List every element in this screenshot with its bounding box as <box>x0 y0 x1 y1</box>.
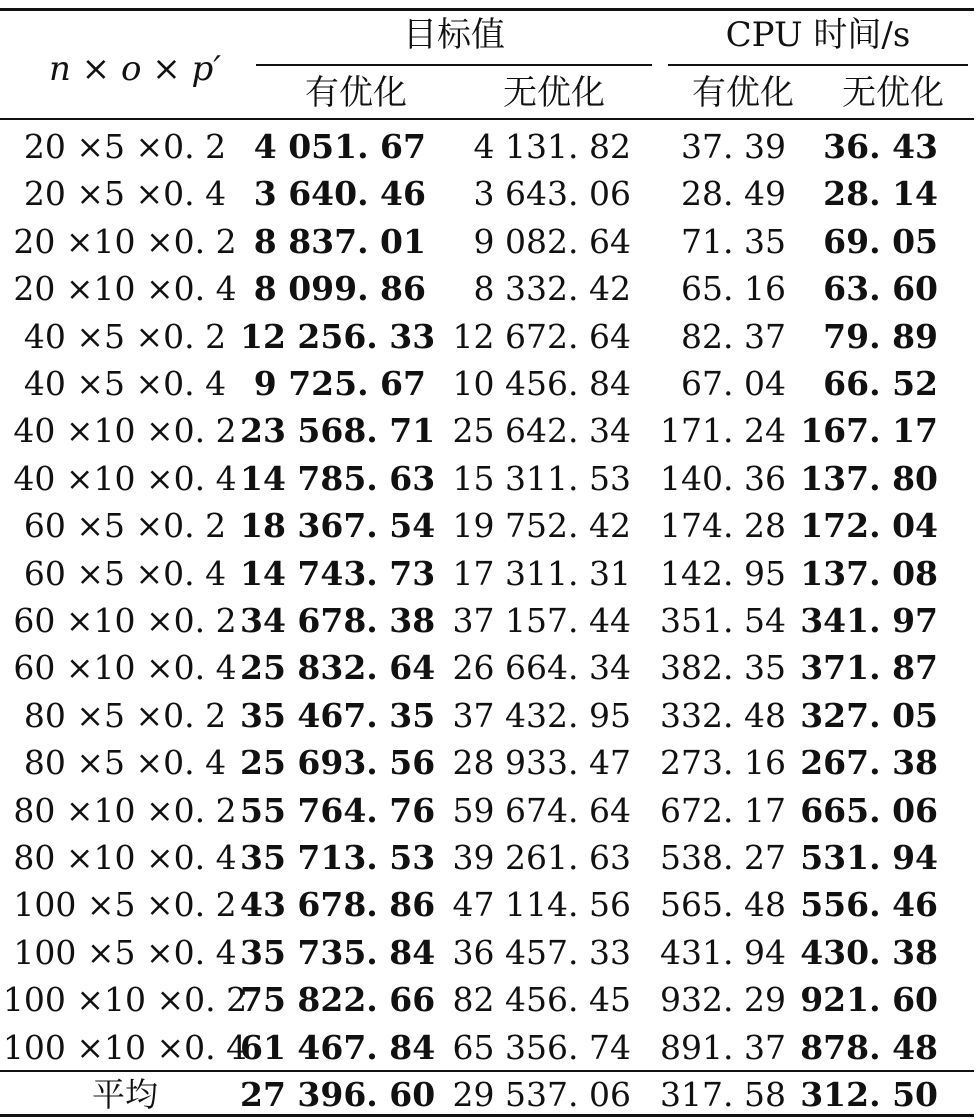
objective-opt-cell: 61 467. 84 <box>240 1027 436 1067</box>
cpu-opt-cell: 273. 16 <box>660 743 786 783</box>
cpu-noopt-cell: 137. 80 <box>800 458 938 498</box>
row-label: 100 ×5 ×0. 4 <box>13 932 237 972</box>
objective-noopt-cell: 4 131. 82 <box>473 127 631 166</box>
header-cpu-noopt: 无优化 <box>842 73 944 113</box>
cpu-opt-cell: 431. 94 <box>660 932 786 972</box>
cpu-noopt-cell: 327. 05 <box>800 695 938 735</box>
cpu-opt-cell: 891. 37 <box>660 1027 786 1067</box>
row-label: 80 ×10 ×0. 4 <box>13 838 237 877</box>
cpu-opt-cell: 171. 24 <box>660 411 786 451</box>
cpu-noopt-cell: 267. 38 <box>800 743 938 783</box>
cpu-opt-cell: 65. 16 <box>681 269 786 309</box>
objective-opt-cell: 8 837. 01 <box>253 221 426 261</box>
objective-opt-cell: 14 743. 73 <box>240 553 436 593</box>
objective-opt-cell: 25 832. 64 <box>240 648 436 688</box>
row-label: 60 ×10 ×0. 4 <box>13 648 237 688</box>
objective-opt-cell: 18 367. 54 <box>240 506 436 546</box>
objective-noopt-cell: 47 114. 56 <box>452 885 631 925</box>
row-label: 100 ×5 ×0. 2 <box>13 885 237 925</box>
row-label: 20 ×10 ×0. 4 <box>13 269 237 309</box>
header-objective-opt: 有优化 <box>305 73 407 113</box>
cpu-noopt-cell: 69. 05 <box>823 221 938 261</box>
objective-noopt-cell: 9 082. 64 <box>473 221 631 261</box>
cpu-opt-cell: 37. 39 <box>681 127 786 166</box>
cpu-noopt-cell: 665. 06 <box>800 790 938 830</box>
row-label: 100 ×10 ×0. 2 <box>2 980 248 1020</box>
cpu-noopt-cell: 66. 52 <box>823 364 938 403</box>
objective-opt-cell: 8 099. 86 <box>253 269 426 309</box>
row-label: 60 ×5 ×0. 2 <box>23 506 227 546</box>
cpu-opt-cell: 932. 29 <box>660 980 786 1020</box>
cpu-noopt-cell: 531. 94 <box>800 838 938 877</box>
objective-opt-cell: 12 256. 33 <box>240 316 436 356</box>
row-label: 80 ×5 ×0. 2 <box>23 695 227 735</box>
objective-opt-cell: 35 735. 84 <box>240 932 436 972</box>
top-rule <box>0 8 974 11</box>
objective-noopt-cell: 19 752. 42 <box>452 506 631 546</box>
header-row-label: n × o × p′ <box>48 49 222 89</box>
objective-opt-cell: 35 467. 35 <box>240 695 436 735</box>
cpu-opt-cell: 672. 17 <box>660 790 786 830</box>
average-cpu-opt: 317. 58 <box>660 1075 786 1114</box>
cpu-noopt-cell: 79. 89 <box>823 316 938 356</box>
objective-noopt-cell: 17 311. 31 <box>452 553 631 593</box>
bottom-rule <box>0 1114 974 1117</box>
objective-opt-cell: 43 678. 86 <box>240 885 436 925</box>
cpu-opt-cell: 142. 95 <box>660 553 786 593</box>
objective-noopt-cell: 15 311. 53 <box>452 458 631 498</box>
average-objective-noopt: 29 537. 06 <box>452 1075 631 1114</box>
objective-noopt-cell: 25 642. 34 <box>452 411 631 451</box>
objective-subrule <box>256 64 652 66</box>
cpu-opt-cell: 71. 35 <box>681 221 786 261</box>
cpu-opt-cell: 565. 48 <box>660 885 786 925</box>
cpu-opt-cell: 174. 28 <box>660 506 786 546</box>
row-label: 40 ×10 ×0. 4 <box>13 458 237 498</box>
row-label: 40 ×10 ×0. 2 <box>13 411 237 451</box>
cpu-noopt-cell: 556. 46 <box>800 885 938 925</box>
average-label: 平均 <box>92 1075 158 1114</box>
row-label: 80 ×10 ×0. 2 <box>13 790 237 830</box>
cpu-noopt-cell: 36. 43 <box>823 127 938 166</box>
row-label: 80 ×5 ×0. 4 <box>23 743 227 783</box>
row-label: 40 ×5 ×0. 2 <box>23 316 227 356</box>
objective-noopt-cell: 37 157. 44 <box>452 601 631 640</box>
cpu-opt-cell: 351. 54 <box>660 601 786 640</box>
objective-opt-cell: 4 051. 67 <box>253 127 426 166</box>
cpu-noopt-cell: 167. 17 <box>800 411 938 451</box>
objective-opt-cell: 75 822. 66 <box>240 980 436 1020</box>
objective-opt-cell: 35 713. 53 <box>240 838 436 877</box>
objective-noopt-cell: 26 664. 34 <box>452 648 631 688</box>
row-label: 40 ×5 ×0. 4 <box>23 364 227 403</box>
cpu-noopt-cell: 341. 97 <box>800 601 938 640</box>
objective-noopt-cell: 59 674. 64 <box>452 790 631 830</box>
objective-noopt-cell: 39 261. 63 <box>452 838 631 877</box>
row-label: 20 ×10 ×0. 2 <box>13 221 237 261</box>
objective-opt-cell: 23 568. 71 <box>240 411 436 451</box>
cpu-noopt-cell: 137. 08 <box>800 553 938 593</box>
objective-noopt-cell: 10 456. 84 <box>452 364 631 403</box>
row-label: 20 ×5 ×0. 4 <box>23 174 227 214</box>
header-cpu-opt: 有优化 <box>692 73 794 113</box>
objective-opt-cell: 55 764. 76 <box>240 790 436 830</box>
objective-opt-cell: 34 678. 38 <box>240 601 436 640</box>
objective-noopt-cell: 12 672. 64 <box>452 316 631 356</box>
cpu-opt-cell: 538. 27 <box>660 838 786 877</box>
cpu-opt-cell: 28. 49 <box>681 174 786 214</box>
objective-noopt-cell: 36 457. 33 <box>452 932 631 972</box>
cpu-opt-cell: 332. 48 <box>660 695 786 735</box>
cpu-noopt-cell: 28. 14 <box>823 174 938 214</box>
objective-opt-cell: 3 640. 46 <box>253 174 426 214</box>
objective-opt-cell: 25 693. 56 <box>240 743 436 783</box>
header-group-cpu: CPU 时间/s <box>725 15 911 55</box>
objective-noopt-cell: 65 356. 74 <box>452 1027 631 1067</box>
cpu-noopt-cell: 63. 60 <box>823 269 938 309</box>
cpu-noopt-cell: 430. 38 <box>800 932 938 972</box>
cpu-noopt-cell: 878. 48 <box>800 1027 938 1067</box>
objective-noopt-cell: 3 643. 06 <box>473 174 631 214</box>
average-cpu-noopt: 312. 50 <box>800 1075 938 1114</box>
row-label: 60 ×5 ×0. 4 <box>23 553 227 593</box>
cpu-subrule <box>668 64 968 66</box>
row-label: 60 ×10 ×0. 2 <box>13 601 237 640</box>
row-label: 20 ×5 ×0. 2 <box>23 127 227 166</box>
objective-noopt-cell: 37 432. 95 <box>452 695 631 735</box>
cpu-opt-cell: 140. 36 <box>660 458 786 498</box>
objective-noopt-cell: 8 332. 42 <box>473 269 631 309</box>
objective-noopt-cell: 82 456. 45 <box>452 980 631 1020</box>
objective-noopt-cell: 28 933. 47 <box>452 743 631 783</box>
average-rule <box>0 1070 974 1072</box>
objective-opt-cell: 14 785. 63 <box>240 458 436 498</box>
header-group-objective: 目标值 <box>403 15 505 55</box>
header-rule <box>0 118 974 120</box>
objective-opt-cell: 9 725. 67 <box>253 364 426 403</box>
cpu-opt-cell: 82. 37 <box>681 316 786 356</box>
cpu-opt-cell: 382. 35 <box>660 648 786 688</box>
cpu-noopt-cell: 172. 04 <box>800 506 938 546</box>
cpu-opt-cell: 67. 04 <box>681 364 786 403</box>
average-objective-opt: 27 396. 60 <box>240 1075 436 1114</box>
header-objective-noopt: 无优化 <box>503 73 605 113</box>
cpu-noopt-cell: 371. 87 <box>800 648 938 688</box>
row-label: 100 ×10 ×0. 4 <box>2 1027 248 1067</box>
cpu-noopt-cell: 921. 60 <box>800 980 938 1020</box>
